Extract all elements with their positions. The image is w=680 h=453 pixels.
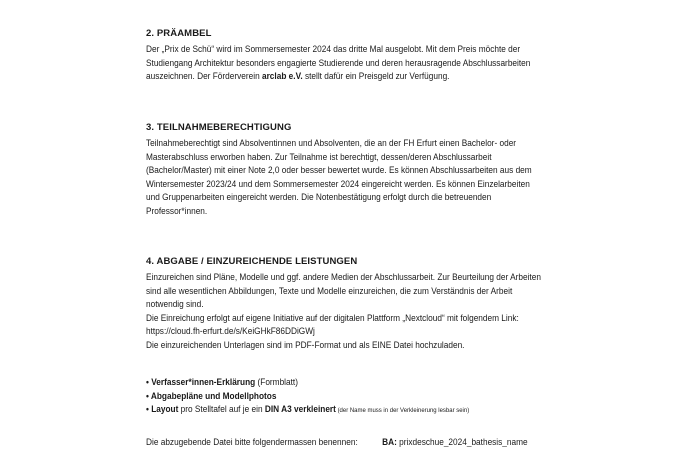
required-items-list [146,376,616,418]
list-item: • Abgabepläne und Modellphotos [146,390,277,401]
list-item: • Verfasser*innen-Erklärung (Formblatt) [146,377,299,387]
section-text: Der „Prix de Schü“ wird im Sommersemester 2024 das dritte Mal ausgelobt. Mit dem Preis möchte der Studiengang Architektur besonders engagierte Studierende und deren herausragende Abschlussarbeiten auszeichnen. Der Förderverein arclab e.V. stellt dafür ein Preisgeld zur Verfügung. [146,44,531,81]
nextcloud-link[interactable]: https://cloud.fh-erfurt.de/s/KeiGHkF86DDiGWj [146,326,315,336]
section-heading: 4. ABGABE / EINZUREICHENDE LEISTUNGEN [146,256,358,267]
section-heading: 2. PRÄAMBEL [146,28,212,39]
section-eligibility [146,122,616,218]
section-heading: 3. TEILNAHMEBERECHTIGUNG [146,122,292,133]
section-preamble [146,28,616,84]
file-name-pattern: BA: prixdeschue_2024_bathesis_name [382,437,528,447]
section-text: Einzureichen sind Pläne, Modelle und ggf. andere Medien der Abschlussarbeit. Zur Beurteilung der Arbeiten sind alle wesentlichen Abbildungen, Texte und Modelle einzureichen, die zum Verständnis der Arbeit notwendig sind. Die Einreichung erfolgt auf eigene Initiative auf der digitalen Plattform „Nextcloud“ mit folgendem Link: https://cloud.fh-erfurt.de/s/KeiGHkF86DDiGWj Die einzureichenden Unterlagen sind im PDF-Format und als EINE Datei hochzuladen. [146,272,541,350]
section-text: Teilnahmeberechtigt sind Absolventinnen und Absolventen, die an der FH Erfurt einen Bachelor- oder Masterabschluss erworben haben. Zur Teilnahme ist berechtigt, dessen/deren Abschlussarbeit (Bachelor/Master) mit einer Note 2,0 oder besser bewertet wurde. Es können Abschlussarbeiten aus dem Wintersemester 2023/24 und dem Sommersemester 2024 eingereicht werden. Es können Einzelarbeiten und Gruppenarbeiten eingereicht werden. Die Notenbestätigung erfolgt durch die betreuenden Professor*innen. [146,138,532,216]
list-item: • Layout pro Stelltafel auf je ein DIN A3 verkleinert (der Name muss in der Verkleinerung lesbar sein) [146,404,470,414]
naming-label: Die abzugebende Datei bitte folgendermassen benennen: [146,437,358,447]
file-naming-line [146,436,616,449]
organization-name: arclab e.V. [261,71,303,81]
section-submission [146,256,616,352]
